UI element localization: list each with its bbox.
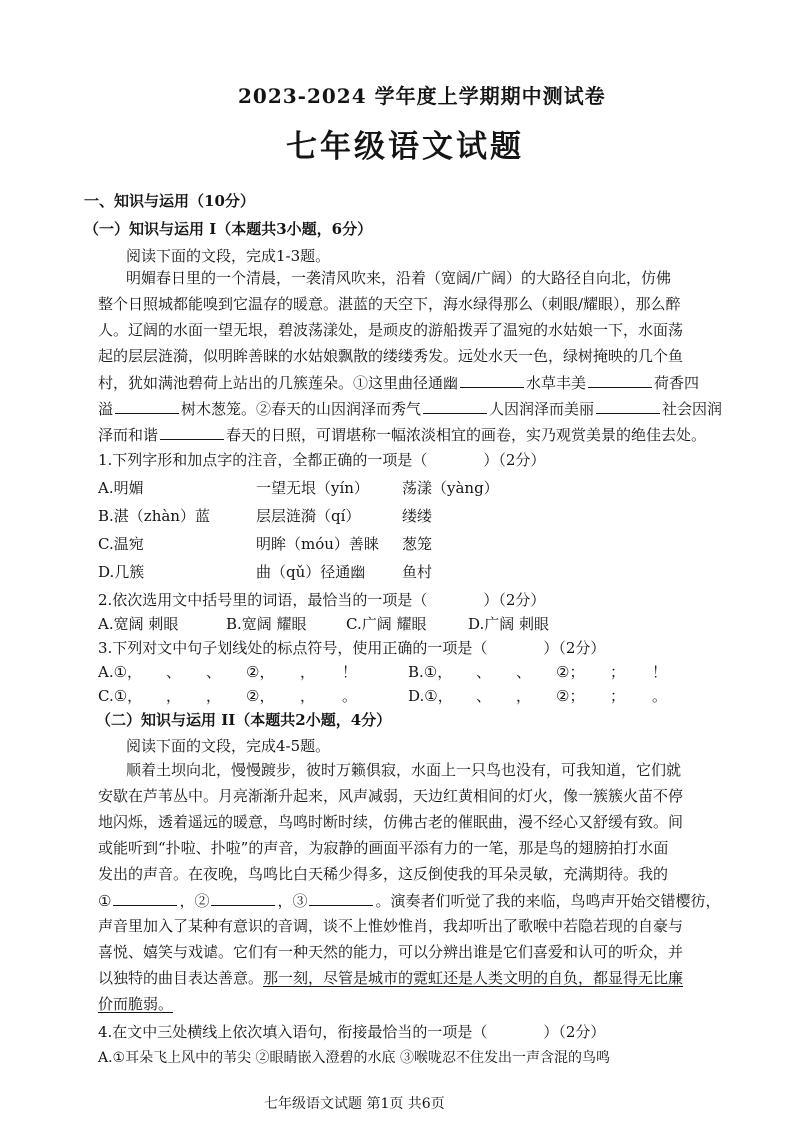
passage-text: ，③ — [277, 892, 308, 910]
passage-2-line: 声音里加入了某种有意识的音调，谈不上惟妙惟肖，我却听出了歌喉中若隐若现的自豪与 — [98, 917, 684, 935]
passage-2-line — [98, 968, 683, 988]
question-1-score: ）（2分） — [483, 451, 546, 469]
exam-subtitle: 2023-2024 学年度上学期期中测试卷 — [238, 84, 606, 108]
q1-option-d: D.几簇 — [98, 563, 145, 581]
passage-text: 溢 — [98, 400, 114, 418]
q3-option-d: 。 — [652, 687, 668, 705]
fill-blank[interactable] — [115, 398, 179, 414]
q3-option-d: ， — [516, 687, 532, 705]
passage-2-line: 地闪烁，透着遥远的暖意，鸟鸣时断时续，仿佛古老的催眠曲，漫不经心又舒缓有致。间 — [98, 813, 684, 831]
passage-1-line: 整个日照城都能嗅到它温存的暖意。湛蓝的天空下，海水绿得那么（刺眼/耀眼），那么醉 — [98, 295, 681, 313]
q3-option-a: A.①， — [98, 663, 143, 681]
passage-text: 人因润泽而美丽 — [489, 400, 595, 418]
q3-option-b: ！ — [652, 663, 668, 681]
passage-text: 泽而和谐 — [98, 426, 159, 444]
q2-option-c: C.广阔 耀眼 — [346, 615, 427, 633]
q1-option-b: 缕缕 — [402, 507, 433, 525]
q1-option-a: A.明媚 — [98, 479, 144, 497]
passage-1-line: 明媚春日里的一个清晨，一袭清风吹来，沿着（宽阔/广阔）的大路径自向北，仿佛 — [126, 269, 672, 287]
passage-text: 树木葱笼。②春天的山因润泽而秀气 — [181, 400, 422, 418]
q1-option-c: C.温宛 — [98, 535, 144, 553]
q3-option-b: ； — [610, 663, 626, 681]
q3-option-b: B.①， — [408, 663, 453, 681]
q2-option-b: B.宽阔 耀眼 — [226, 615, 307, 633]
q3-option-b: 、 — [476, 663, 492, 681]
passage-text: 水草丰美 — [526, 374, 587, 392]
passage-text: ① — [98, 892, 112, 910]
passage-text: 以独特的曲目表达善意。 — [98, 969, 264, 987]
q3-option-c: C.①， — [98, 687, 143, 705]
passage-2-line: 顺着土坝向北，慢慢踱步，彼时万籁俱寂，水面上一只鸟也没有，可我知道，它们就 — [126, 761, 682, 779]
fill-blank[interactable] — [588, 372, 652, 388]
section-1-heading: 一、知识与运用（10分） — [84, 192, 255, 210]
q1-option-d: 鱼村 — [402, 563, 433, 581]
question-2-score: ）（2分） — [483, 591, 546, 609]
passage-2-line: 喜悦、嬉笑与戏谑。它们有一种天然的能力，可以分辨出谁是它们喜爱和认可的听众，并 — [98, 943, 684, 961]
q3-option-d: ②； — [556, 687, 585, 705]
q3-option-a: 、 — [206, 663, 222, 681]
passage-1-line: 人。辽阔的水面一望无垠，碧波荡漾处，是顽皮的游船拨弄了温宛的水姑娘一下，水面荡 — [98, 321, 684, 339]
q2-option-d: D.广阔 刺眼 — [468, 615, 550, 633]
q1-option-a: 一望无垠（yín） — [256, 479, 369, 497]
q3-option-d: ； — [610, 687, 626, 705]
question-2-stem: 2.依次选用文中括号里的词语，最恰当的一项是（ — [98, 591, 428, 609]
passage-text: 社会因润 — [662, 400, 723, 418]
fill-blank[interactable] — [211, 890, 275, 906]
fill-blank[interactable] — [113, 890, 177, 906]
fill-blank[interactable] — [423, 398, 487, 414]
passage-1-line: 起的层层涟漪，似明眸善睐的水姑娘飘散的缕缕秀发。远处水天一色，绿树掩映的几个鱼 — [98, 347, 684, 365]
question-1 — [98, 450, 545, 470]
passage-text: 。演奏者们听觉了我的来临，鸟鸣声开始交错樱彷， — [375, 892, 721, 910]
passage-text: 春天的日照，可谓堪称一幅浓淡相宜的画卷，实乃观赏美景的绝佳去处。 — [226, 426, 707, 444]
question-3-score: ）（2分） — [543, 639, 606, 657]
question-4 — [98, 1022, 605, 1042]
q3-option-a: ②， — [246, 663, 275, 681]
exam-title: 七年级语文试题 — [286, 129, 524, 165]
passage-1-line — [98, 424, 706, 445]
part-1-heading: （一）知识与运用 I（本题共3小题，6分） — [84, 220, 373, 238]
underlined-sentence: 那一刻，尽管是城市的霓虹还是人类文明的自负，都显得无比廉 — [263, 969, 684, 987]
q1-option-b: B.湛（zhàn）蓝 — [98, 507, 210, 525]
fill-blank[interactable] — [460, 372, 524, 388]
part-2-intro: 阅读下面的文段，完成4-5题。 — [126, 737, 331, 755]
q1-option-b: 层层涟漪（qí） — [256, 507, 361, 525]
q3-option-a: ！ — [342, 663, 358, 681]
q2-option-a: A.宽阔 刺眼 — [98, 615, 179, 633]
question-1-stem: 1.下列字形和加点字的注音，全都正确的一项是（ — [98, 451, 428, 469]
passage-2-line — [98, 890, 721, 911]
fill-blank[interactable] — [596, 398, 660, 414]
question-4-score: ）（2分） — [543, 1023, 606, 1041]
q4-option-a: A.①耳朵飞上风中的苇尖 ②眼睛嵌入澄碧的水底 ③喉咙忍不住发出一声含混的鸟鸣 — [98, 1050, 611, 1066]
q1-option-c: 葱笼 — [402, 535, 433, 553]
passage-2-line: 发出的声音。在夜晚，鸟鸣比白天稀少得多，这反倒使我的耳朵灵敏，充满期待。我的 — [98, 865, 669, 883]
q3-option-c: ②， — [246, 687, 275, 705]
passage-2-line: 或能听到“扑啦、扑啦”的声音，为寂静的画面平添有力的一笔，那是鸟的翅膀拍打水面 — [98, 839, 669, 857]
q3-option-b: ②； — [556, 663, 585, 681]
q3-option-d: D.①， — [408, 687, 453, 705]
q3-option-c: ， — [300, 687, 316, 705]
fill-blank[interactable] — [160, 424, 224, 440]
q3-option-d: 、 — [476, 687, 492, 705]
q3-option-c: ， — [206, 687, 222, 705]
q1-option-d: 曲（qǔ）径通幽 — [256, 563, 366, 581]
passage-text: ，② — [179, 892, 210, 910]
passage-2-line: 安歇在芦苇丛中。月亮渐渐升起来，风声减弱，天边红黄相间的灯火，像一簇簇火苗不停 — [98, 787, 684, 805]
part-2-heading: （二）知识与运用 II（本题共2小题，4分） — [96, 711, 392, 729]
part-1-intro: 阅读下面的文段，完成1-3题。 — [126, 247, 331, 265]
q3-option-c: 。 — [342, 687, 358, 705]
passage-1-line — [98, 372, 699, 393]
q3-option-b: 、 — [516, 663, 532, 681]
question-3 — [98, 638, 605, 658]
page-footer: 七年级语文试题 第1页 共6页 — [264, 1096, 445, 1112]
question-4-stem: 4.在文中三处横线上依次填入语句，衔接最恰当的一项是（ — [98, 1023, 488, 1041]
q3-option-a: ， — [300, 663, 316, 681]
question-3-stem: 3.下列对文中句子划线处的标点符号，使用正确的一项是（ — [98, 639, 488, 657]
fill-blank[interactable] — [309, 890, 373, 906]
q1-option-c: 明眸（móu）善睐 — [256, 535, 379, 553]
q3-option-a: 、 — [166, 663, 182, 681]
question-2 — [98, 590, 545, 610]
q3-option-c: ， — [166, 687, 182, 705]
passage-1-line — [98, 398, 722, 419]
passage-text: 村，犹如满池碧荷上站出的几簇莲朵。①这里曲径通幽 — [98, 374, 459, 392]
q1-option-a: 荡漾（yàng） — [402, 479, 499, 497]
underlined-sentence: 价而脆弱。 — [98, 995, 174, 1013]
passage-text: 荷香四 — [654, 374, 700, 392]
